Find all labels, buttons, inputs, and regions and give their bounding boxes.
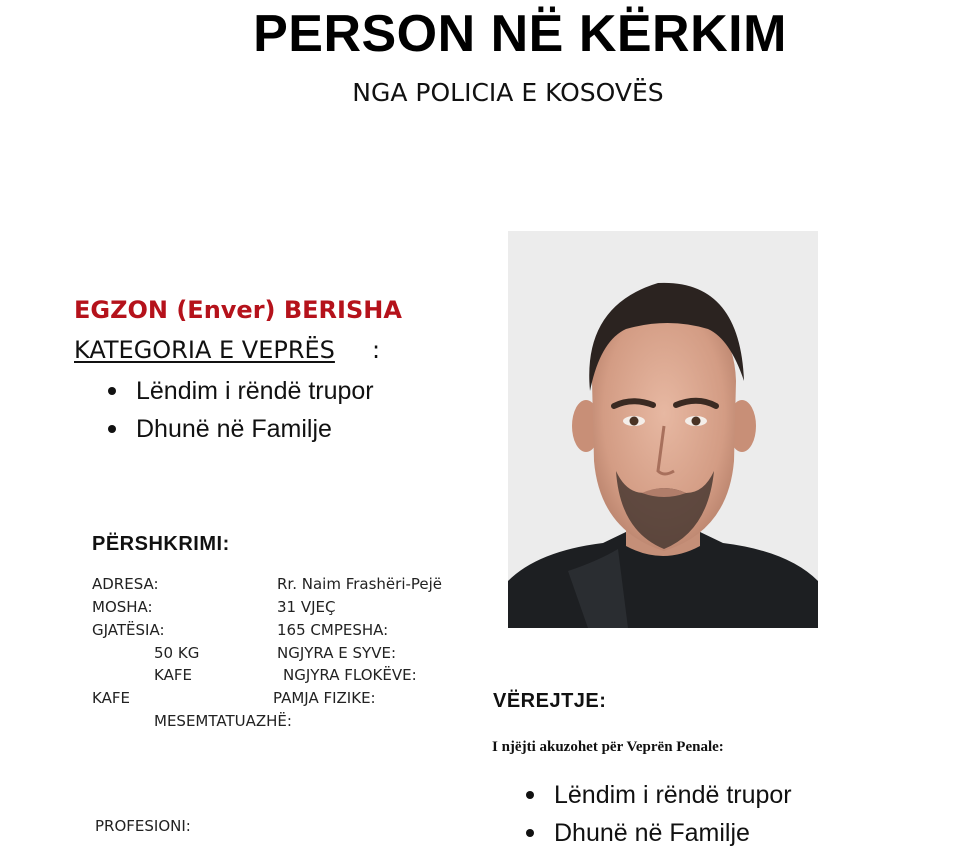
address-value: Rr. Naim Frashëri-Pejë — [277, 575, 443, 593]
remarks-heading: VËREJTJE: — [493, 690, 607, 712]
hair-color-label: NGJYRA FLOKËVE: — [283, 666, 417, 684]
weight-value: 50 KG — [154, 644, 200, 662]
height-value: 165 CMPESHA: — [277, 621, 389, 639]
offense-category-colon: : — [372, 336, 381, 364]
portrait-illustration — [508, 231, 818, 628]
poster-subtitle: NGA POLICIA E KOSOVËS — [352, 78, 664, 107]
wanted-person-name: EGZON (Enver) BERISHA — [74, 296, 402, 324]
hair-color-value: KAFE — [92, 689, 130, 707]
suspect-photo — [508, 231, 818, 628]
height-label: GJATËSIA: — [92, 621, 165, 639]
description-heading: PËRSHKRIMI: — [92, 533, 230, 555]
age-label: MOSHA: — [92, 598, 153, 616]
offense-category-item: Lëndim i rëndë trupor — [104, 372, 374, 410]
offense-category-heading: KATEGORIA E VEPRËS — [74, 336, 335, 364]
poster-title: PERSON NË KËRKIM — [253, 5, 787, 63]
address-label: ADRESA: — [92, 575, 159, 593]
remarks-item: Dhunë në Familje — [522, 814, 792, 852]
eye-color-value: KAFE — [154, 666, 192, 684]
appearance-label: PAMJA FIZIKE: — [273, 689, 376, 707]
profession-label: PROFESIONI: — [95, 817, 191, 835]
eye-color-label: NGJYRA E SYVE: — [277, 644, 396, 662]
age-value: 31 VJEÇ — [277, 598, 336, 616]
remarks-list — [522, 776, 792, 852]
offense-category-list — [104, 372, 374, 448]
remarks-text: I njëjti akuzohet për Veprën Penale: — [492, 739, 724, 755]
offense-category-item: Dhunë në Familje — [104, 410, 374, 448]
remarks-item: Lëndim i rëndë trupor — [522, 776, 792, 814]
appearance-value: MESEMTATUAZHË: — [154, 712, 292, 730]
